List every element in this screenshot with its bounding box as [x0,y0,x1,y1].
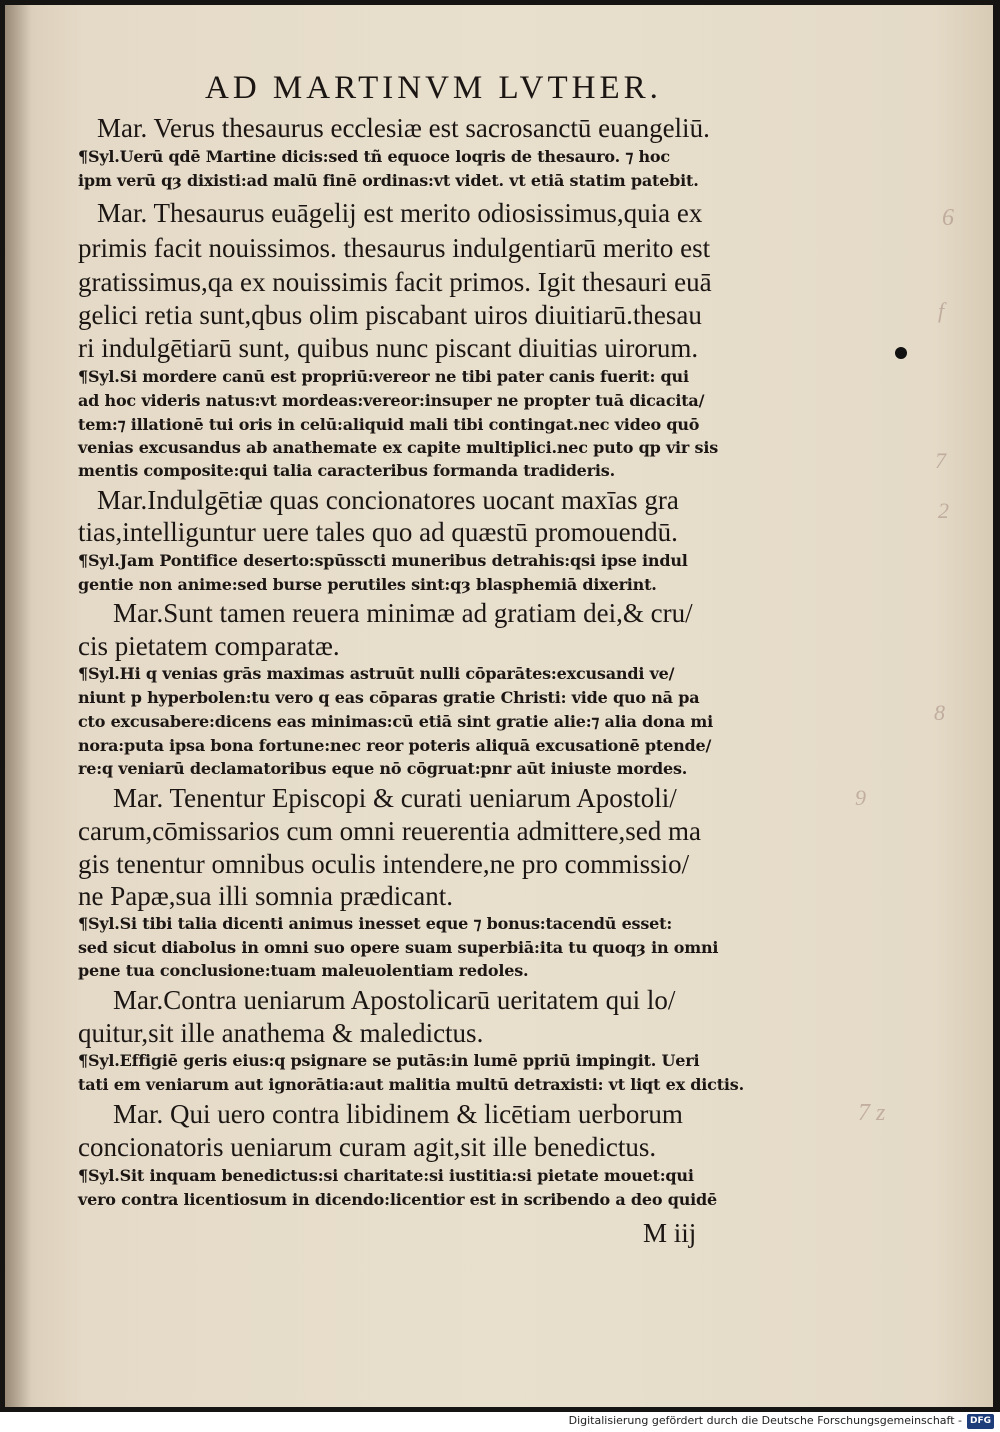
funding-credit: Digitalisierung gefördert durch die Deutsche Forschungsgemeinschaft - [568,1414,962,1427]
text-line: Mar.Indulgētiæ quas concionatores uocant maxīas gra [97,485,679,515]
ink-spot [895,347,907,359]
text-line: mentis composite:qui talia caracteribus formanda tradideris. [78,461,615,480]
text-line: Mar. Thesaurus euāgelij est merito odiosissimus,quia ex [97,198,703,228]
text-line: tati em veniarum aut ignorātia:aut malitia multū detraxisti: vt liqt ex dictis. [78,1075,744,1094]
signature-mark: M iij [643,1218,697,1248]
text-line: ipm verū qȝ dixisti:ad malū finē ordinas:vt videt. vt etiā statim patebit. [78,171,699,190]
text-line: ¶Syl.Hi q venias grās maximas astruūt nulli cōparātes:excusandi ve/ [78,664,675,683]
text-line: ¶Syl.Si mordere canū est propriū:vereor ne tibi pater canis fuerit: qui [78,367,689,386]
page-gutter-shadow [5,5,31,1407]
text-line: nora:puta ipsa bona fortune:nec reor poteris aliquā excusationē ptende/ [78,736,712,755]
text-line: carum,cōmissarios cum omni reuerentia admittere,sed ma [78,816,702,846]
text-line: ad hoc videris natus:vt mordeas:vereor:insuper ne propter tuā dicacita/ [78,391,705,410]
text-line: sed sicut diabolus in omni suo opere suam superbiā:ita tu quoqȝ in omni [78,938,719,957]
text-line: Mar.Sunt tamen reuera minimæ ad gratiam dei,& cru/ [113,598,693,628]
text-line: vero contra licentiosum in dicendo:licentior est in scribendo a deo quidē [78,1190,717,1209]
margin-mark: 7 [935,448,946,473]
margin-mark: 6 [942,205,954,231]
margin-mark: 8 [934,700,945,725]
text-line: ¶Syl.Uerū qdē Martine dicis:sed tñ equoce loqris de thesauro. ⁊ hoc [78,147,670,166]
text-line: gelici retia sunt,qbus olim piscabant uiros diuitiarū.thesau [78,300,702,330]
text-line: ¶Syl.Sit inquam benedictus:si charitate:si iustitia:si pietate mouet:qui [78,1166,694,1185]
text-line: gentie non anime:sed burse perutiles sint:qȝ blasphemiā dixerint. [78,575,657,594]
text-line: Mar. Tenentur Episcopi & curati ueniarum Apostoli/ [113,783,677,813]
text-line: tias,intelliguntur uere tales quo ad quæstū promouendū. [78,517,678,547]
margin-mark: 7 z [858,1100,886,1126]
text-line: niunt p hyperbolen:tu vero q eas cōparas gratie Christi: vide quo nā pa [78,688,700,707]
margin-mark: 2 [938,498,949,523]
margin-mark: 9 [855,785,866,810]
text-line: primis facit nouissimos. thesaurus indulgentiarū merito est [78,233,711,263]
text-line: Mar.Contra ueniarum Apostolicarū ueritatem qui lo/ [113,985,676,1015]
text-line: ne Papæ,sua illi somnia prædicant. [78,881,453,911]
text-line: venias excusandus ab anathemate ex capite multiplici.nec puto qp vir sis [78,438,719,457]
text-line: ¶Syl.Jam Pontifice deserto:spūsscti muneribus detrahis:qsi ipse indul [78,551,688,570]
text-line: gratissimus,qa ex nouissimis facit primos. Igit thesauri euā [78,267,712,297]
text-line: tem:⁊ illationē tui oris in celū:aliquid mali tibi contingat.nec video quō [78,415,700,434]
text-line: ¶Syl.Effigiē geris eius:q psignare se putās:in lumē ppriū impingit. Ueri [78,1051,700,1070]
text-line: pene tua conclusione:tuam maleuolentiam redoles. [78,961,529,980]
text-line: Mar. Verus thesaurus ecclesiæ est sacrosanctū euangeliū. [97,113,710,143]
dfg-logo: DFG [967,1414,994,1429]
text-line: ¶Syl.Si tibi talia dicenti animus inesset eque ⁊ bonus:tacendū esset: [78,914,673,933]
text-line: cis pietatem comparatæ. [78,631,340,661]
footer-bar [0,1412,1000,1432]
text-line: cto excusabere:dicens eas minimas:cū etiā sint gratie alie:⁊ alia dona mi [78,712,714,731]
text-line: Mar. Qui uero contra libidinem & licētiam uerborum [113,1099,683,1129]
running-head: AD MARTINVM LVTHER. [205,70,662,106]
text-line: concionatoris ueniarum curam agit,sit ille benedictus. [78,1132,657,1162]
text-line: ri indulgētiarū sunt, quibus nunc piscant diuitias uirorum. [78,333,699,363]
text-line: re:q veniarū declamatoribus eque nō cōgruat:pnr aūt iniuste mordes. [78,759,688,778]
text-line: quitur,sit ille anathema & maledictus. [78,1018,484,1048]
text-line: gis tenentur omnibus oculis intendere,ne pro commissio/ [78,849,690,879]
margin-mark: f [938,298,945,323]
